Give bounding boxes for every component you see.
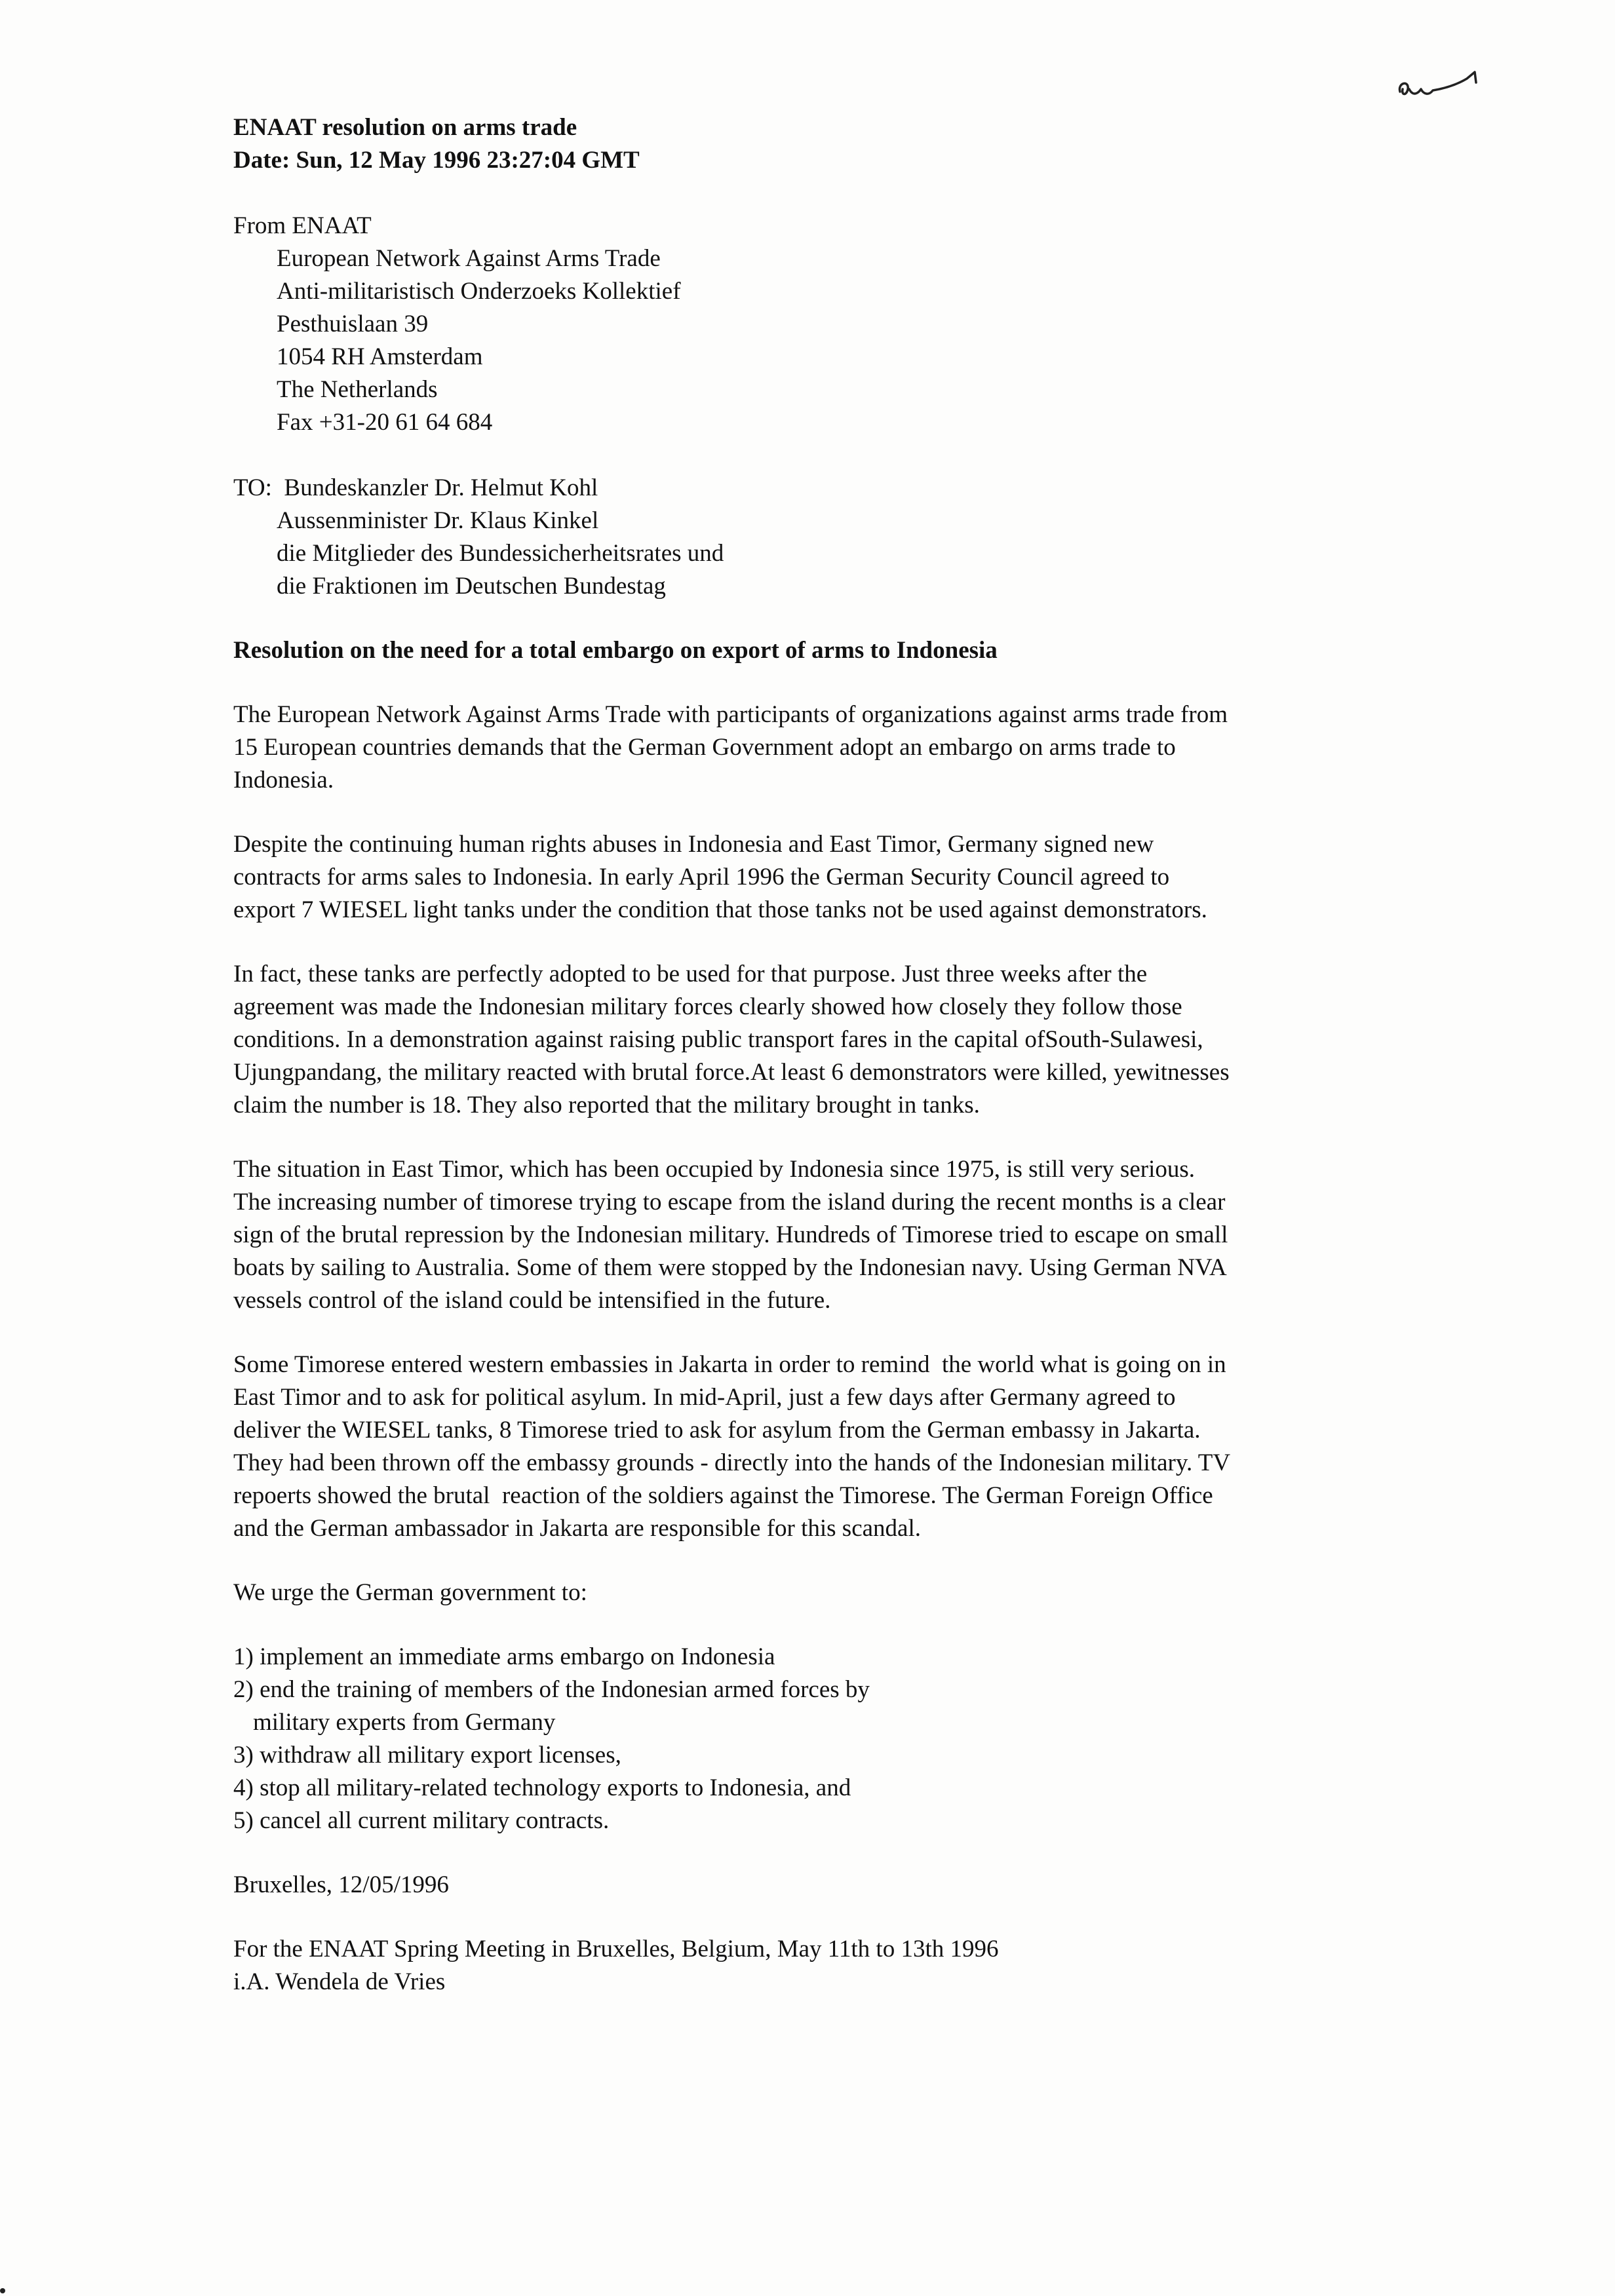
list-item: 4) stop all military-related technology exports to Indonesia, and [233,1774,851,1801]
document-title: ENAAT resolution on arms trade [233,114,577,141]
urge-intro: We urge the German government to: [233,1579,587,1606]
handwritten-initials-icon [1395,63,1500,109]
paragraph-line: Some Timorese entered western embassies in Jakarta in order to remind the world what is going on in [233,1351,1226,1378]
paragraph-line: The European Network Against Arms Trade with participants of organizations against arms trade from [233,701,1228,728]
paragraph [233,1349,1387,1545]
signature-name: i.A. Wendela de Vries [233,1968,446,1995]
sender-line: The Netherlands [277,376,438,403]
paragraph-line: export 7 WIESEL light tanks under the condition that those tanks not be used against demonstrators. [233,896,1207,923]
recipient-line: die Mitglieder des Bundessicherheitsrates und [277,540,724,567]
paragraph [233,828,1387,927]
paragraph-line: East Timor and to ask for political asylum. In mid-April, just a few days after Germany agreed to [233,1384,1176,1411]
paragraph-line: agreement was made the Indonesian military forces clearly showed how closely they follow those [233,993,1182,1020]
paragraph-line: vessels control of the island could be intensified in the future. [233,1287,831,1314]
paragraph [233,1153,1387,1317]
closing-line: For the ENAAT Spring Meeting in Bruxelles, Belgium, May 11th to 13th 1996 [233,1936,999,1962]
list-item-continuation: military experts from Germany [253,1709,556,1736]
paragraph-line: They had been thrown off the embassy grounds - directly into the hands of the Indonesian military. TV [233,1449,1231,1476]
paragraph-line: and the German ambassador in Jakarta are responsible for this scandal. [233,1515,921,1542]
letter-content [233,111,1387,1999]
list-item: 5) cancel all current military contracts. [233,1807,610,1834]
paragraph-line: claim the number is 18. They also reported that the military brought in tanks. [233,1092,980,1119]
sender-label: From ENAAT [233,212,372,239]
paragraph-line: Ujungpandang, the military reacted with brutal force.At least 6 demonstrators were killed, yewitnesses [233,1059,1230,1086]
sender-line: Anti-militaristisch Onderzoeks Kollektief [277,278,681,305]
sender-block [233,210,1387,439]
paragraph-line: contracts for arms sales to Indonesia. In early April 1996 the German Security Council agreed to [233,864,1170,890]
paragraph-line: 15 European countries demands that the German Government adopt an embargo on arms trade to [233,734,1176,761]
paragraph-line: The increasing number of timorese trying to escape from the island during the recent months is a clear [233,1189,1226,1215]
paragraph-line: repoerts showed the brutal reaction of the soldiers against the Timorese. The German Foreign Office [233,1482,1213,1509]
scan-speck [0,2288,5,2293]
recipient-line: Aussenminister Dr. Klaus Kinkel [277,507,599,534]
resolution-title: Resolution on the need for a total embargo on export of arms to Indonesia [233,637,998,664]
list-item: 1) implement an immediate arms embargo on Indonesia [233,1643,775,1670]
document-date: Date: Sun, 12 May 1996 23:27:04 GMT [233,147,640,174]
sender-line: Fax +31-20 61 64 684 [277,409,493,436]
paragraph [233,958,1387,1122]
paragraph-line: conditions. In a demonstration against raising public transport fares in the capital ofSouth-Sulawesi, [233,1026,1203,1053]
paragraph-line: boats by sailing to Australia. Some of them were stopped by the Indonesian navy. Using German NVA [233,1254,1227,1281]
sender-line: European Network Against Arms Trade [277,245,661,272]
paragraph-line: The situation in East Timor, which has been occupied by Indonesia since 1975, is still very serious. [233,1156,1195,1183]
paragraph-line: Indonesia. [233,767,334,794]
sender-line: Pesthuislaan 39 [277,311,429,337]
recipient-line: die Fraktionen im Deutschen Bundestag [277,573,666,600]
recipient-first: TO: Bundeskanzler Dr. Helmut Kohl [233,474,598,501]
place-date: Bruxelles, 12/05/1996 [233,1871,449,1898]
paragraph-line: deliver the WIESEL tanks, 8 Timorese tried to ask for asylum from the German embassy in Jakarta. [233,1417,1201,1444]
demands-list [233,1641,1387,1837]
paragraph-line: Despite the continuing human rights abuses in Indonesia and East Timor, Germany signed new [233,831,1154,858]
paragraph-line: sign of the brutal repression by the Indonesian military. Hundreds of Timorese tried to escape on small [233,1221,1228,1248]
list-item: 3) withdraw all military export licenses, [233,1742,621,1769]
paragraph-line: In fact, these tanks are perfectly adopted to be used for that purpose. Just three weeks after the [233,961,1148,987]
paragraph [233,698,1387,797]
sender-line: 1054 RH Amsterdam [277,343,483,370]
list-item: 2) end the training of members of the Indonesian armed forces by [233,1676,870,1703]
recipient-block [233,472,1387,603]
